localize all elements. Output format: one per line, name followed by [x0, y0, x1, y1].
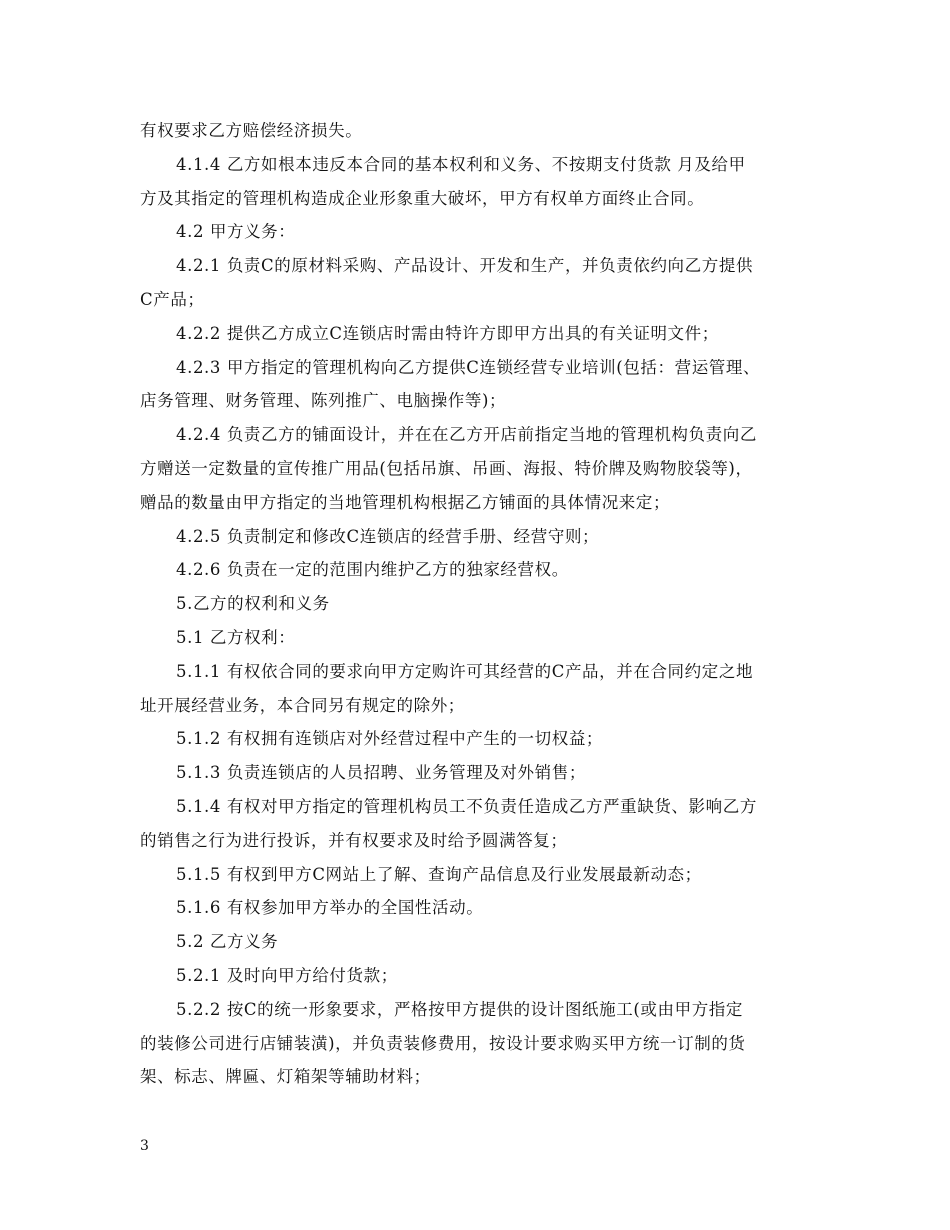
text-line: 赠品的数量由甲方指定的当地管理机构根据乙方铺面的具体情况来定； [140, 492, 671, 512]
text-line: 架、标志、牌匾、灯箱架等辅助材料； [140, 1067, 431, 1087]
text-line: 4.2.4 负责乙方的铺面设计，并在在乙方开店前指定当地的管理机构负责向乙 [176, 425, 757, 445]
text-line: 5.1.2 有权拥有连锁店对外经营过程中产生的一切权益； [176, 729, 604, 749]
text-line: 5.2.2 按C的统一形象要求，严格按甲方提供的设计图纸施工(或由甲方指定 [176, 999, 743, 1019]
text-line: 店务管理、财务管理、陈列推广、电脑操作等)； [140, 391, 507, 411]
text-line: 4.2.6 负责在一定的范围内维护乙方的独家经营权。 [176, 560, 569, 580]
text-line: 5.1 乙方权利： [176, 627, 296, 647]
text-line: 5.2.1 及时向甲方给付货款； [176, 965, 398, 985]
text-line: 4.2 甲方义务： [176, 222, 296, 242]
text-line: 4.1.4 乙方如根本违反本合同的基本权利和义务、不按期支付货款 月及给甲 [176, 154, 746, 174]
text-line: 4.2.5 负责制定和修改C连锁店的经营手册、经营守则； [176, 526, 600, 546]
text-line: 4.2.3 甲方指定的管理机构向乙方提供C连锁经营专业培训(包括：营运管理、 [176, 357, 761, 377]
text-line: 方及其指定的管理机构造成企业形象重大破坏，甲方有权单方面终止合同。 [140, 188, 705, 208]
text-line: 址开展经营业务，本合同另有规定的除外； [140, 695, 465, 715]
text-line: 方赠送一定数量的宣传推广用品(包括吊旗、吊画、海报、特价牌及购物胶袋等)， [140, 458, 753, 478]
text-line: 的装修公司进行店铺装潢)，并负责装修费用，按设计要求购买甲方统一订制的货 [140, 1033, 746, 1053]
text-line: 5.1.6 有权参加甲方举办的全国性活动。 [176, 898, 484, 918]
text-line: 5.1.4 有权对甲方指定的管理机构员工不负责任造成乙方严重缺货、影响乙方 [176, 796, 757, 816]
text-line: 的销售之行为进行投诉，并有权要求及时给予圆满答复； [140, 830, 568, 850]
text-line: 5.1.5 有权到甲方C网站上了解、查询产品信息及行业发展最新动态； [176, 864, 702, 884]
text-line: 5.2 乙方义务 [176, 932, 279, 952]
text-line: 4.2.2 提供乙方成立C连锁店时需由特许方即甲方出具的有关证明文件； [176, 323, 719, 343]
text-line: 5.1.1 有权依合同的要求向甲方定购许可其经营的C产品，并在合同约定之地 [176, 661, 754, 681]
text-line: 4.2.1 负责C的原材料采购、产品设计、开发和生产，并负责依约向乙方提供 [176, 256, 754, 276]
contract-body [140, 114, 820, 1094]
text-line: 有权要求乙方赔偿经济损失。 [140, 121, 363, 140]
text-line: 5.乙方的权利和义务 [176, 594, 330, 614]
page-number: 3 [140, 1138, 149, 1154]
text-line: C产品； [140, 289, 205, 309]
text-line: 5.1.3 负责连锁店的人员招聘、业务管理及对外销售； [176, 763, 586, 783]
